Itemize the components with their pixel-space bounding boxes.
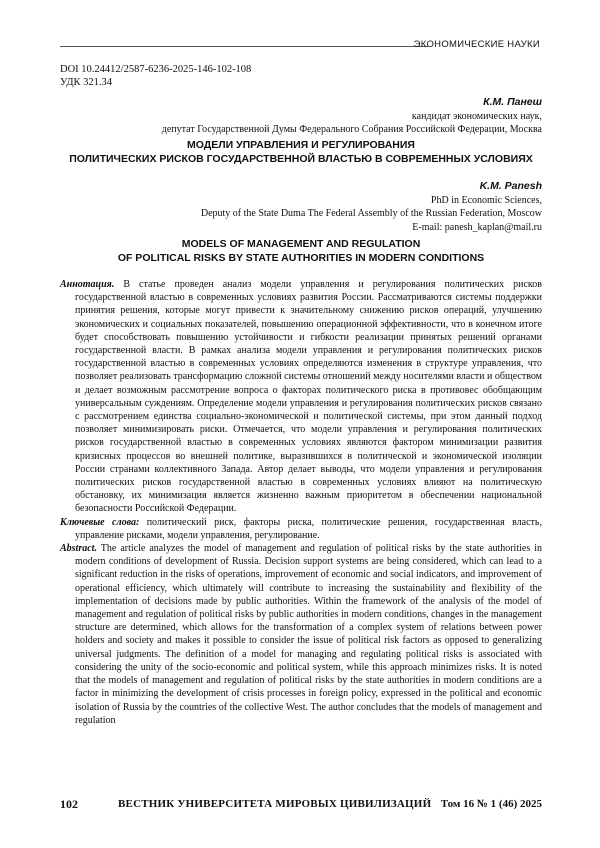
article-meta <box>60 63 251 89</box>
annotation-ru <box>60 278 542 516</box>
issue-info: Том 16 № 1 (46) 2025 <box>441 798 542 810</box>
author-en-position: Deputy of the State Duma The Federal Assembly of the Russian Federation, Moscow <box>201 207 542 221</box>
title-en-line1: MODELS OF MANAGEMENT AND REGULATION <box>60 238 542 252</box>
annotation-ru-label: Аннотация. <box>60 279 114 290</box>
journal-title: ВЕСТНИК УНИВЕРСИТЕТА МИРОВЫХ ЦИВИЛИЗАЦИЙ <box>118 798 431 810</box>
author-en-degree: PhD in Economic Sciences, <box>201 194 542 208</box>
doi: DOI 10.24412/2587-6236-2025-146-102-108 <box>60 63 251 76</box>
header-rule <box>60 46 428 47</box>
keywords-ru-label: Ключевые слова: <box>60 517 139 528</box>
title-ru-line1: МОДЕЛИ УПРАВЛЕНИЯ И РЕГУЛИРОВАНИЯ <box>60 139 542 153</box>
author-ru-position: депутат Государственной Думы Федерального Собрания Российской Федерации, Москва <box>162 123 542 137</box>
abstract-en-label: Abstract. <box>60 543 97 554</box>
article-body <box>60 278 542 727</box>
author-en-email: E-mail: panesh_kaplan@mail.ru <box>201 221 542 235</box>
abstract-en-text: The article analyzes the model of management and regulation of political risks by the state authorities in modern conditions of development of Russia. Decision support systems are being considered, which can lead to a significant reduction in the risks of operations, improvement of economic and social indicators, and improvement of operational efficiency, which ultimately will contribute to increasing the sustainability and flexibility of the implementation of decisions made by public authorities. Within the framework of the analysis of the model of management and regulation of political risks by public authorities in modern conditions, changes in the management structure are determined, which allows for the transformation of a complex system of relations between power holders and society and makes it possible to consider the issue of political risk factors as opposed to generalizing universal judgments. The definition of a model for managing and regulating political risks is associated with considering the unity of the socio-economic and political system, while this approach minimizes risks. It is noted that the models of management and regulation of political risks by the state authorities in modern conditions are a factor in minimizing the development of crisis processes in foreign policy, expressed in the political and economic isolation of Russia by the countries of the collective West. The author concludes that the models of management and regulation <box>75 543 542 726</box>
page-number: 102 <box>60 797 78 812</box>
title-en <box>60 238 542 265</box>
author-en-block <box>201 180 542 234</box>
article-page <box>0 0 600 848</box>
udk: УДК 321.34 <box>60 76 251 89</box>
author-en-name: K.M. Panesh <box>201 180 542 194</box>
title-ru-line2: ПОЛИТИЧЕСКИХ РИСКОВ ГОСУДАРСТВЕННОЙ ВЛАСТЬЮ В СОВРЕМЕННЫХ УСЛОВИЯХ <box>60 153 542 167</box>
author-ru-name: К.М. Панеш <box>162 96 542 110</box>
author-ru-block <box>162 96 542 137</box>
title-en-line2: OF POLITICAL RISKS BY STATE AUTHORITIES IN MODERN CONDITIONS <box>60 252 542 266</box>
keywords-ru <box>60 516 542 542</box>
author-ru-degree: кандидат экономических наук, <box>162 110 542 124</box>
title-ru <box>60 139 542 166</box>
section-label: ЭКОНОМИЧЕСКИЕ НАУКИ <box>414 39 540 50</box>
abstract-en <box>60 542 542 727</box>
keywords-ru-text: политический риск, факторы риска, политические решения, государственная власть, управление рисками, модели управления, регулирование. <box>75 517 542 541</box>
annotation-ru-text: В статье проведен анализ модели управления и регулирования политических рисков государственной властью в современных условиях развития России. Рассматриваются системы поддержки принятия решения, которые могут привести к значительному снижению рисков операций, улучшению экономических и социальных показателей, повышению операционной эффективности, что в конечном итоге будет способствовать повышению устойчивости и гибкости реализации принятых решений органами государственной власти. В рамках анализа модели управления и регулирования политических рисков государственной властью в современных условиях определяются изменения в структуре управления, что позволяет реализовать трансформацию сложной системы отношений между носителями власти и обществом и делает возможным рассмотрение вопроса о факторах политического риска в противовес обобщающим универсальным суждениям. Определение модели управления и регулирования политических рисков связано с рассмотрением единства социально-экономической и политической системы, при этом данный подход позволяет минимизировать риски. Отмечается, что модели управления и регулирования политических рисков государственной властью в современных условиях являются фактором минимизации развития кризисных процессов во внешней политике, выразившихся в политической и экономической изоляции России странами коллективного Запада. Автор делает выводы, что модели управления и регулирования политических рисков государственной властью в современных условиях влияют на политическую обстановку, их минимизация является жизненно важным приоритетом в обеспечении национальной безопасности Российской Федерации. <box>75 279 542 514</box>
